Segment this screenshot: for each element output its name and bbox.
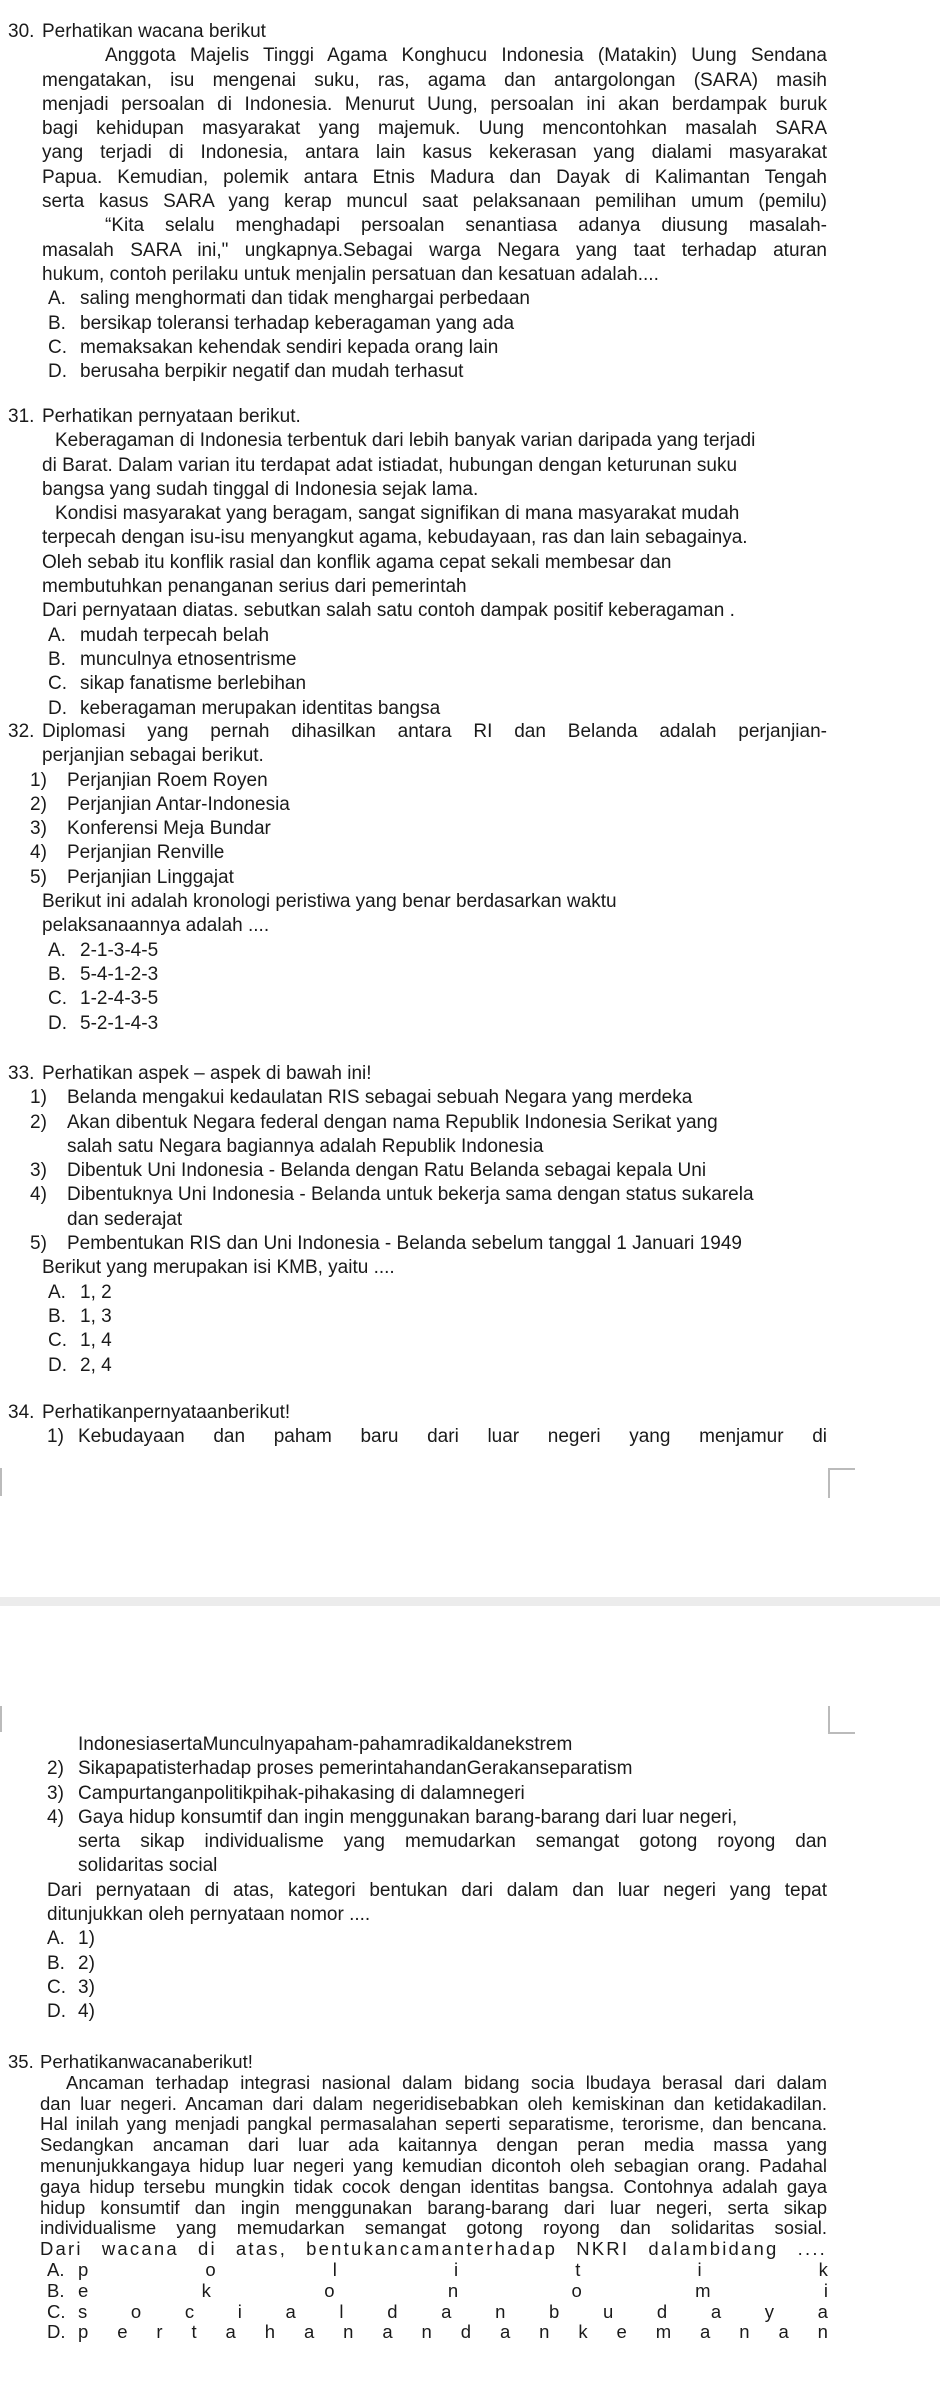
list-item-text: Perjanjian Linggajat — [67, 866, 234, 888]
question-35 — [0, 2052, 940, 2343]
answer-option[interactable] — [0, 624, 940, 648]
option-letter: u — [602, 2300, 614, 2322]
option-text: bersikap toleransi terhadap keberagaman yang ada — [80, 312, 515, 334]
option-letter: o — [571, 2279, 582, 2301]
paragraph-text: Berikut ini adalah kronologi peristiwa yang benar berdasarkan waktu — [42, 891, 617, 913]
option-label: B. — [47, 2279, 65, 2301]
paragraph-text: menjadi persoalan di Indonesia. Menurut Uung, persoalan ini akan berdampak buruk — [42, 93, 827, 115]
question-title: Perhatikanwacanaberikut! — [40, 2051, 253, 2072]
option-letter: a — [285, 2300, 296, 2322]
option-label: D. — [47, 2321, 66, 2343]
text-line — [0, 1135, 940, 1159]
list-item-text: Perjanjian Antar-Indonesia — [67, 793, 290, 815]
option-text: 1, 2 — [80, 1281, 112, 1303]
paragraph-text: Hal inilah yang menjadi pangkal permasalahan seperti separatisme, terorisme, dan bencana. — [40, 2113, 827, 2135]
page-corner-mark — [828, 1706, 855, 1734]
question-31 — [0, 405, 940, 721]
text-line — [0, 263, 940, 287]
text-line — [0, 1232, 940, 1256]
answer-option[interactable] — [0, 1305, 940, 1329]
list-item-number: 1) — [30, 1087, 47, 1109]
option-label: D. — [48, 697, 67, 719]
text-line — [0, 914, 940, 938]
option-label: C. — [48, 988, 67, 1010]
option-letter: m — [695, 2279, 711, 2301]
option-letter: n — [817, 2321, 828, 2343]
option-letter: n — [539, 2321, 550, 2343]
option-letter: a — [710, 2300, 722, 2322]
option-letter: n — [495, 2300, 506, 2322]
list-item-number: 4) — [30, 842, 47, 864]
answer-option[interactable] — [0, 939, 940, 963]
paragraph-text: hidup konsumtif dan ingin menggunakan barang-barang dari luar negeri, serta sikap — [40, 2196, 827, 2218]
text-line — [0, 2218, 940, 2239]
answer-option[interactable] — [0, 1354, 940, 1378]
list-item-number: 3) — [47, 1782, 64, 1804]
option-text: 4) — [78, 2001, 95, 2023]
option-text: 5-2-1-4-3 — [80, 1012, 159, 1034]
option-letter: a — [382, 2321, 393, 2343]
paragraph-text: Ancaman terhadap integrasi nasional dalam bidang socia lbudaya berasal dari dalam — [66, 2071, 827, 2093]
question-number: 30. — [8, 21, 35, 42]
question-title: Perhatikan aspek – aspek di bawah ini! — [42, 1063, 372, 1084]
paragraph-text: masalah SARA ini," ungkapnya.Sebagai warga Negara yang taat terhadap aturan — [42, 239, 827, 261]
option-letter: o — [205, 2258, 216, 2280]
answer-option[interactable] — [0, 1952, 940, 1976]
option-letter: l — [332, 2258, 337, 2280]
paragraph-text: Oleh sebab itu konflik rasial dan konflik agama cepat sekali membesar dan — [42, 551, 672, 573]
option-label: D. — [47, 2001, 66, 2023]
text-line — [0, 2073, 940, 2094]
answer-option[interactable] — [0, 360, 940, 384]
paragraph-text: Anggota Majelis Tinggi Agama Konghucu Indonesia (Matakin) Uung Sendana — [105, 45, 827, 67]
option-label: A. — [47, 1928, 65, 1950]
list-item-text: Kebudayaan dan paham baru dari luar negeri yang menjamur di — [78, 1426, 827, 1448]
option-label: C. — [48, 336, 67, 358]
option-letter: s — [78, 2300, 88, 2322]
question-32 — [0, 720, 940, 1036]
answer-option[interactable] — [0, 648, 940, 672]
text-line — [0, 1183, 940, 1207]
option-letter: c — [184, 2300, 195, 2322]
option-label: C. — [48, 673, 67, 695]
text-line — [0, 1208, 940, 1232]
answer-option[interactable] — [0, 672, 940, 696]
text-line — [0, 454, 940, 478]
paragraph-text: gaya hidup tersebu mungkin tidak cocok dengan identitas bangsa. Contohnya adalah gaya — [40, 2175, 827, 2197]
text-line — [0, 1903, 940, 1927]
list-item-number: 2) — [30, 1111, 47, 1133]
answer-option[interactable] — [0, 2281, 940, 2302]
text-line — [0, 575, 940, 599]
option-letter: a — [225, 2321, 236, 2343]
text-line — [0, 2094, 940, 2115]
paragraph-text: yang terjadi di Indonesia, antara lain kasus kekerasan yang dialami masyarakat — [42, 142, 827, 164]
text-line — [0, 1159, 940, 1183]
text-line — [0, 2135, 940, 2156]
list-item-number: 1) — [30, 769, 47, 791]
text-line — [0, 117, 940, 141]
option-text: 1) — [78, 1928, 95, 1950]
answer-option[interactable] — [0, 312, 940, 336]
option-text: 1-2-4-3-5 — [80, 988, 159, 1010]
question-title: Diplomasi yang pernah dihasilkan antara RI dan Belanda adalah perjanjian- — [42, 721, 827, 742]
option-text: memaksakan kehendak sendiri kepada orang lain — [80, 336, 499, 358]
answer-option[interactable] — [0, 963, 940, 987]
option-letter: e — [616, 2321, 627, 2343]
list-item-number: 5) — [30, 1233, 47, 1255]
text-line — [0, 69, 940, 93]
paragraph-text: Kondisi masyarakat yang beragam, sangat signifikan di mana masyarakat mudah — [55, 503, 740, 525]
question-number: 32. — [8, 721, 35, 742]
option-text: 5-4-1-2-3 — [80, 963, 159, 985]
option-letter: r — [156, 2321, 163, 2343]
list-item-number: 3) — [30, 1160, 47, 1182]
text-line — [0, 866, 940, 890]
question-number: 33. — [8, 1063, 35, 1084]
question-title-row — [0, 720, 940, 744]
option-letter: i — [237, 2300, 242, 2322]
text-line — [0, 1086, 940, 1110]
option-letter: a — [499, 2321, 511, 2343]
text-line — [0, 841, 940, 865]
text-line — [0, 526, 940, 550]
option-label: A. — [47, 2258, 65, 2280]
option-text: 1, 4 — [80, 1330, 112, 1352]
option-letter: o — [324, 2279, 335, 2301]
paragraph-text: di Barat. Dalam varian itu terdapat adat istiadat, hubungan dengan keturunan suku — [42, 454, 738, 476]
question-number: 35. — [8, 2051, 34, 2072]
paragraph-text: Dari pernyataan diatas. sebutkan salah satu contoh dampak positif keberagaman . — [42, 600, 735, 622]
list-item-number: 2) — [30, 793, 47, 815]
option-letter: a — [441, 2300, 452, 2322]
paragraph-text: Berikut yang merupakan isi KMB, yaitu .... — [42, 1257, 395, 1279]
text-line — [0, 1854, 940, 1878]
option-label: B. — [47, 1952, 65, 1974]
text-line — [0, 166, 940, 190]
list-item-text: Dibentuk Uni Indonesia - Belanda dengan Ratu Belanda sebagai kepala Uni — [67, 1160, 707, 1182]
option-letter: y — [764, 2300, 774, 2322]
text-line — [0, 190, 940, 214]
answer-option[interactable] — [0, 336, 940, 360]
text-line — [0, 769, 940, 793]
answer-option[interactable] — [0, 2000, 940, 2024]
text-line — [0, 239, 940, 263]
option-label: A. — [48, 1281, 66, 1303]
text-line — [0, 2198, 940, 2219]
paragraph-text: pelaksanaannya adalah .... — [42, 915, 270, 937]
option-letter: k — [201, 2279, 211, 2301]
question-title-row — [0, 405, 940, 429]
answer-option[interactable] — [0, 2260, 940, 2281]
option-text: 2) — [78, 1952, 95, 1974]
list-item-text: Campurtanganpolitikpihak-pihakasing di dalamnegeri — [78, 1782, 525, 1804]
option-letter: k — [818, 2258, 828, 2280]
text-line — [0, 214, 940, 238]
paragraph-text: Dari wacana di atas, bentukancamanterhadap NKRI dalambidang .... — [40, 2238, 827, 2260]
option-letter: d — [387, 2300, 398, 2322]
list-item-text: Konferensi Meja Bundar — [67, 818, 271, 840]
list-item-number: 5) — [30, 866, 47, 888]
text-line — [0, 817, 940, 841]
paragraph-text: hukum, contoh perilaku untuk menjalin persatuan dan kesatuan adalah.... — [42, 263, 659, 285]
text-line — [0, 551, 940, 575]
list-item-continuation: IndonesiasertaMunculnyapaham-pahamradikaldanekstrem — [78, 1734, 573, 1755]
option-letter: d — [656, 2300, 668, 2322]
paragraph-text: serta kasus SARA yang kerap muncul saat pelaksanaan pemilihan umum (pemilu) — [42, 191, 827, 213]
answer-option[interactable] — [0, 1329, 940, 1353]
option-letter: e — [117, 2321, 128, 2343]
question-title-row — [0, 20, 940, 44]
question-34-continued — [0, 1733, 940, 2025]
list-item-continuation: salah satu Negara bagiannya adalah Republik Indonesia — [67, 1135, 544, 1157]
paragraph-text: membutuhkan penanganan serius dari pemerintah — [42, 576, 467, 598]
option-label: B. — [48, 1305, 66, 1327]
question-title: Perhatikan pernyataan berikut. — [42, 406, 301, 427]
list-item-continuation: serta sikap individualisme yang memudarkan semangat gotong royong dan — [78, 1831, 827, 1853]
option-letter: l — [339, 2300, 344, 2322]
option-letter: o — [130, 2300, 142, 2322]
option-text — [78, 2302, 828, 2323]
text-line — [0, 890, 940, 914]
option-letter: t — [191, 2321, 197, 2343]
answer-option[interactable] — [0, 287, 940, 311]
text-line — [0, 1111, 940, 1135]
option-label: A. — [48, 939, 66, 961]
answer-option[interactable] — [0, 1012, 940, 1036]
question-title: Perhatikanpernyataanberikut! — [42, 1402, 291, 1423]
option-letter: p — [78, 2321, 89, 2343]
answer-option[interactable] — [0, 987, 940, 1011]
list-item-text: Akan dibentuk Negara federal dengan nama Republik Indonesia Serikat yang — [67, 1111, 718, 1133]
list-item-text: Perjanjian Renville — [67, 842, 225, 864]
paragraph-text: individualisme yang memudarkan semangat gotong royong dan solidaritas sosial. — [40, 2217, 827, 2239]
option-letter: d — [460, 2321, 472, 2343]
question-title-row — [0, 1062, 940, 1086]
question-30 — [0, 20, 940, 384]
option-letter: n — [421, 2321, 432, 2343]
text-line — [0, 1757, 940, 1781]
text-line — [0, 744, 940, 768]
option-text: munculnya etnosentrisme — [80, 648, 297, 670]
option-letter: e — [78, 2279, 89, 2301]
option-letter: p — [78, 2258, 89, 2280]
list-item-number: 3) — [30, 818, 47, 840]
option-label: C. — [47, 2300, 66, 2322]
option-letter: a — [303, 2321, 315, 2343]
option-letter: i — [823, 2279, 828, 2301]
question-34-start — [0, 1401, 940, 1450]
option-letter: a — [817, 2300, 828, 2322]
question-title-row — [0, 2052, 940, 2073]
option-label: A. — [48, 624, 66, 646]
list-item-text: Dibentuknya Uni Indonesia - Belanda untuk bekerja sama dengan status sukarela — [67, 1184, 754, 1206]
text-line — [0, 93, 940, 117]
text-line — [0, 793, 940, 817]
option-letter: n — [447, 2279, 459, 2301]
text-line — [0, 141, 940, 165]
option-letter: a — [700, 2321, 711, 2343]
option-text: berusaha berpikir negatif dan mudah terhasut — [80, 361, 464, 383]
text-line — [0, 1806, 940, 1830]
option-label: C. — [47, 1976, 66, 1998]
option-letter: h — [264, 2321, 276, 2343]
text-line — [0, 2114, 940, 2135]
option-text: sikap fanatisme berlebihan — [80, 673, 307, 695]
option-letter: b — [549, 2300, 560, 2322]
list-item-continuation: dan sederajat — [67, 1208, 183, 1230]
option-letter: n — [343, 2321, 354, 2343]
option-letter: t — [575, 2258, 581, 2280]
list-item-continuation: solidaritas social — [78, 1855, 218, 1877]
option-label: D. — [48, 1012, 67, 1034]
page-break-divider — [0, 1597, 940, 1606]
list-item-text: Belanda mengakui kedaulatan RIS sebagai sebuah Negara yang merdeka — [67, 1087, 693, 1109]
list-item-number: 1) — [47, 1426, 64, 1448]
page-corner-mark — [0, 1468, 2, 1496]
page-corner-mark — [828, 1468, 855, 1498]
text-line — [0, 2177, 940, 2198]
question-number: 34. — [8, 1402, 35, 1423]
paragraph-text: bangsa yang sudah tinggal di Indonesia sejak lama. — [42, 478, 479, 500]
list-item-text: Sikapapatisterhadap proses pemerintahandanGerakanseparatism — [78, 1758, 633, 1780]
option-text — [78, 2281, 828, 2302]
text-line — [0, 2156, 940, 2177]
paragraph-text: Keberagaman di Indonesia terbentuk dari lebih banyak varian daripada yang terjadi — [55, 430, 756, 452]
question-number: 31. — [8, 406, 35, 427]
option-text — [78, 2260, 828, 2281]
option-text: mudah terpecah belah — [80, 624, 270, 646]
option-label: D. — [48, 1354, 67, 1376]
option-letter: i — [454, 2258, 459, 2280]
text-line — [0, 1879, 940, 1903]
option-letter: i — [697, 2258, 702, 2280]
paragraph-text: perjanjian sebagai berikut. — [42, 745, 264, 767]
question-33 — [0, 1062, 940, 1378]
list-item-text: Perjanjian Roem Royen — [67, 769, 268, 791]
paragraph-text: ditunjukkan oleh pernyataan nomor .... — [47, 1904, 371, 1926]
option-label: B. — [48, 963, 66, 985]
answer-option[interactable] — [0, 2322, 940, 2343]
page-corner-mark — [0, 1706, 2, 1732]
answer-option[interactable] — [0, 1976, 940, 2000]
text-line — [0, 44, 940, 68]
answer-option[interactable] — [0, 2302, 940, 2323]
paragraph-text: mengatakan, isu mengenai suku, ras, agama dan antargolongan (SARA) masih — [42, 69, 827, 91]
answer-option[interactable] — [0, 1281, 940, 1305]
question-title-row — [0, 1401, 940, 1425]
option-text: saling menghormati dan tidak menghargai perbedaan — [80, 288, 530, 310]
option-letter: n — [739, 2321, 750, 2343]
paragraph-text: menunjukkangaya hidup luar negeri yang kemudian dicontoh oleh sebagian orang. Padahal — [40, 2154, 827, 2176]
option-letter: k — [578, 2321, 588, 2343]
list-item-text: Gaya hidup konsumtif dan ingin menggunakan barang-barang dari luar negeri, — [78, 1806, 738, 1828]
text-line — [0, 1425, 940, 1449]
paragraph-text: “Kita selalu menghadapi persoalan senantiasa adanya diusung masalah- — [105, 215, 827, 237]
paragraph-text: Dari pernyataan di atas, kategori bentukan dari dalam dan luar negeri yang tepat — [47, 1879, 827, 1901]
text-line — [0, 1830, 940, 1854]
option-text: 2-1-3-4-5 — [80, 939, 159, 961]
option-letter: m — [655, 2321, 672, 2343]
paragraph-text: Papua. Kemudian, polemik antara Etnis Madura dan Dayak di Kalimantan Tengah — [42, 166, 827, 188]
text-line — [0, 502, 940, 526]
answer-option[interactable] — [0, 1927, 940, 1951]
paragraph-text: dan luar negeri. Ancaman dari dalam negeridisebabkan oleh kemiskinan dan ketidakadilan. — [40, 2092, 827, 2114]
text-line — [0, 1733, 940, 1757]
text-line — [0, 478, 940, 502]
list-item-number: 4) — [30, 1184, 47, 1206]
option-text: keberagaman merupakan identitas bangsa — [80, 697, 441, 719]
option-text: 2, 4 — [80, 1354, 112, 1376]
option-label: A. — [48, 288, 66, 310]
option-text: 1, 3 — [80, 1305, 112, 1327]
option-label: C. — [48, 1330, 67, 1352]
text-line — [0, 1782, 940, 1806]
answer-option[interactable] — [0, 697, 940, 721]
list-item-number: 4) — [47, 1806, 64, 1828]
option-label: B. — [48, 648, 66, 670]
list-item-text: Pembentukan RIS dan Uni Indonesia - Belanda sebelum tanggal 1 Januari 1949 — [67, 1233, 742, 1255]
text-line — [0, 429, 940, 453]
text-line — [0, 1256, 940, 1280]
option-text: 3) — [78, 1976, 95, 1998]
text-line — [0, 599, 940, 623]
option-letter: a — [778, 2321, 789, 2343]
text-line — [0, 2239, 940, 2260]
list-item-number: 2) — [47, 1758, 64, 1780]
paragraph-text: terpecah dengan isu-isu menyangkut agama, kebudayaan, ras dan lain sebagainya. — [42, 527, 748, 549]
option-label: D. — [48, 361, 67, 383]
option-label: B. — [48, 312, 66, 334]
paragraph-text: Sedangkan ancaman dari luar ada kaitannya dengan peran media massa yang — [40, 2134, 827, 2156]
question-title: Perhatikan wacana berikut — [42, 21, 266, 42]
paragraph-text: bagi kehidupan masyarakat yang majemuk. Uung mencontohkan masalah SARA — [42, 118, 827, 140]
option-text — [78, 2322, 828, 2343]
